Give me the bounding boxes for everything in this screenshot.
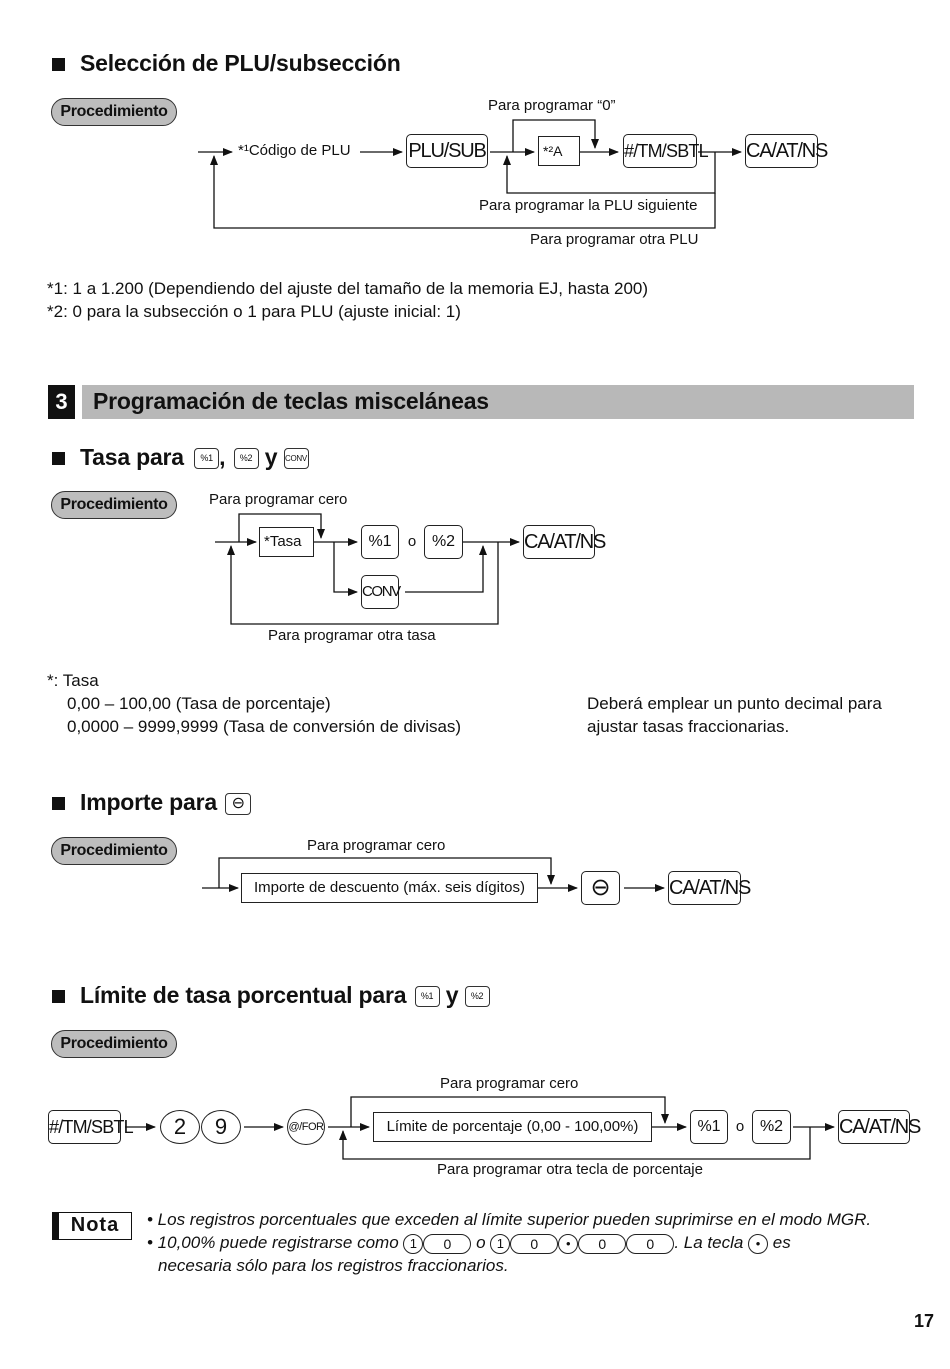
minus-key-icon: ⊖ — [225, 793, 251, 815]
procedure-badge: Procedimiento — [51, 98, 177, 126]
percent1-key-icon: %1 — [415, 986, 440, 1007]
note-bullet-2-prefix: • 10,00% puede registrarse como — [147, 1233, 399, 1252]
digit-2-key: 2 — [160, 1110, 200, 1144]
percent2-key: %2 — [752, 1110, 791, 1144]
or-text: o — [407, 533, 417, 550]
plu-code-label: *¹Código de PLU — [238, 142, 351, 159]
percent-limit-box: Límite de porcentaje (0,00 - 100,00%) — [373, 1112, 652, 1142]
plu-sub-key: PLU/SUB — [406, 134, 488, 168]
title-comma: , — [219, 444, 226, 470]
rate-note-line2: 0,0000 – 9999,9999 (Tasa de conversión de divisas) — [67, 717, 462, 736]
section-bullet-square — [52, 58, 65, 71]
note-bullet-2-middle: . La tecla — [674, 1233, 744, 1252]
key-0-icon: 0 — [578, 1234, 626, 1254]
ca-at-ns-key: CA/AT/NS — [668, 871, 741, 905]
tm-sbtl-key: #/TM/SBTL — [48, 1110, 121, 1144]
label-program-zero: Para programar cero — [440, 1075, 579, 1092]
section-title-limite — [80, 982, 490, 1009]
label-program-other-rate: Para programar otra tasa — [268, 627, 436, 644]
decimal-point-key-icon: • — [748, 1234, 768, 1254]
label-program-zero: Para programar “0” — [488, 97, 616, 114]
page-number: 17 — [914, 1311, 935, 1331]
percent2-key: %2 — [424, 525, 463, 559]
key-0-icon: 0 — [626, 1234, 674, 1254]
rate-note-right2: ajustar tasas fraccionarias. — [587, 717, 790, 736]
footnote-1: *1: 1 a 1.200 (Dependiendo del ajuste del tamaño de la memoria EJ, hasta 200) — [47, 279, 649, 298]
chapter-title: Programación de teclas misceláneas — [93, 388, 489, 414]
note-label: Nota — [52, 1212, 132, 1240]
or-text: o — [735, 1118, 745, 1135]
title-text: Tasa para — [80, 444, 184, 470]
note-bullet-1: • Los registros porcentuales que exceden al límite superior pueden suprimirse en el modo MGR. — [147, 1210, 872, 1229]
title-y: y — [264, 444, 278, 470]
tm-sbtl-key: #/TM/SBTL — [623, 134, 697, 168]
rate-note-heading: *: Tasa — [47, 671, 99, 690]
note-bullet-2-or: o — [476, 1233, 486, 1252]
label-program-other-plu: Para programar otra PLU — [530, 231, 699, 248]
title-text: Importe para — [80, 789, 217, 815]
at-for-key: @/FOR — [287, 1109, 325, 1145]
chapter-band — [82, 385, 914, 419]
procedure-badge: Procedimiento — [51, 837, 177, 865]
percent1-key: %1 — [690, 1110, 728, 1144]
discount-amount-box: Importe de descuento (máx. seis dígitos) — [241, 873, 538, 903]
title-y: y — [445, 982, 459, 1008]
key-1-icon: 1 — [403, 1234, 423, 1254]
label-program-other-percent-key: Para programar otra tecla de porcentaje — [437, 1161, 703, 1178]
title-text: Límite de tasa porcentual para — [80, 982, 407, 1008]
label-program-zero: Para programar cero — [209, 491, 348, 508]
ca-at-ns-key: CA/AT/NS — [745, 134, 818, 168]
ca-at-ns-key: CA/AT/NS — [523, 525, 595, 559]
label-program-next-plu: Para programar la PLU siguiente — [479, 197, 698, 214]
decimal-point-key-icon: • — [558, 1234, 578, 1254]
ca-at-ns-key: CA/AT/NS — [838, 1110, 910, 1144]
percent2-key-icon: %2 — [234, 448, 259, 469]
footnote-2: *2: 0 para la subsección o 1 para PLU (ajuste inicial: 1) — [47, 302, 461, 321]
section-bullet-square — [52, 797, 65, 810]
tasa-box: *Tasa — [259, 527, 314, 557]
a-value-box: *²A — [538, 136, 580, 166]
chapter-number: 3 — [48, 385, 75, 419]
section-bullet-square — [52, 990, 65, 1003]
minus-key: ⊖ — [581, 871, 620, 905]
section-bullet-square — [52, 452, 65, 465]
percent1-key: %1 — [361, 525, 399, 559]
percent2-key-icon: %2 — [465, 986, 490, 1007]
percent1-key-icon: %1 — [194, 448, 219, 469]
section-title-tasa — [80, 444, 309, 471]
rate-note-line1: 0,00 – 100,00 (Tasa de porcentaje) — [67, 694, 331, 713]
note-bullet-2 — [147, 1233, 791, 1254]
section-title-plu: Selección de PLU/subsección — [80, 50, 401, 76]
section-title-importe — [80, 789, 251, 816]
conv-key-icon: CONV — [284, 448, 309, 469]
label-program-zero: Para programar cero — [307, 837, 446, 854]
key-0-icon: 0 — [423, 1234, 471, 1254]
procedure-badge: Procedimiento — [51, 491, 177, 519]
conv-key: CONV — [361, 575, 399, 609]
digit-9-key: 9 — [201, 1110, 241, 1144]
key-1-icon: 1 — [490, 1234, 510, 1254]
procedure-badge: Procedimiento — [51, 1030, 177, 1058]
rate-note-right1: Deberá emplear un punto decimal para — [587, 694, 882, 713]
note-bullet-2-line2: necesaria sólo para los registros fraccionarios. — [158, 1256, 509, 1275]
note-bullet-2-end: es — [772, 1233, 791, 1252]
key-0-icon: 0 — [510, 1234, 558, 1254]
